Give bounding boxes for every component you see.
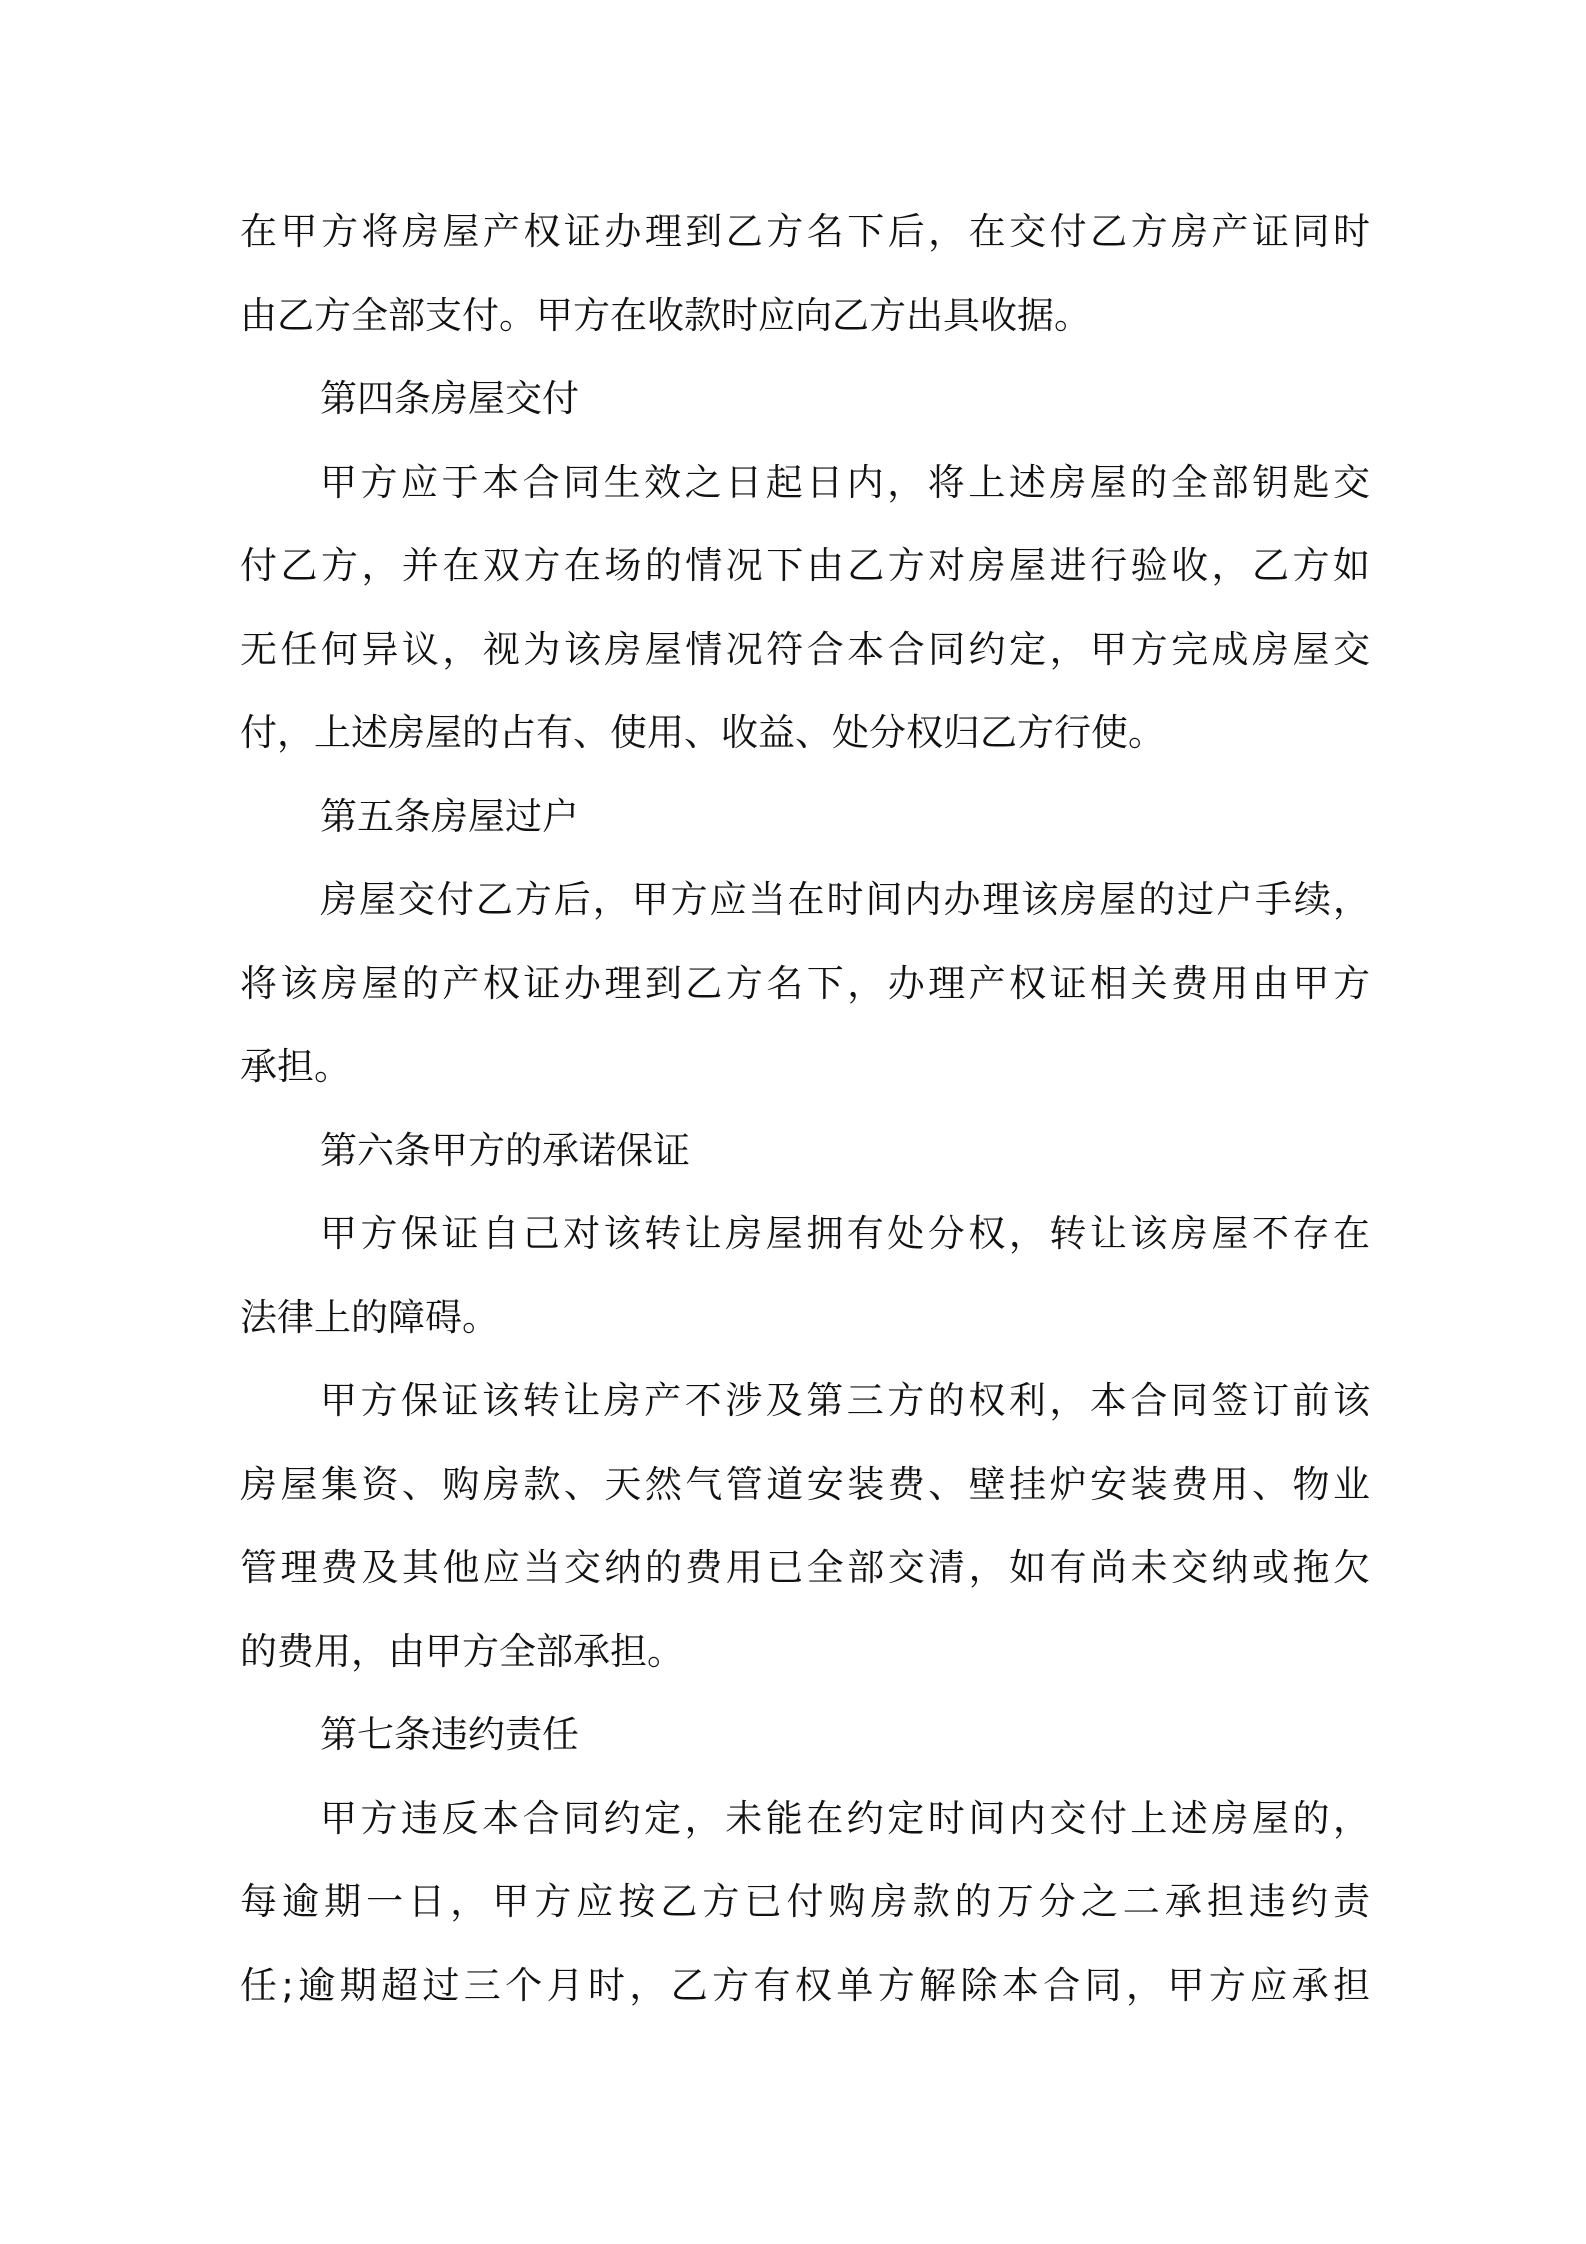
text-line: 任;逾期超过三个月时，乙方有权单方解除本合同，甲方应承担 [240, 1963, 1370, 2007]
text-line: 由乙方全部支付。甲方在收款时应向乙方出具收据。 [240, 293, 1091, 337]
text-line: 的费用，由甲方全部承担。 [240, 1629, 684, 1673]
article-4-heading [240, 357, 1370, 441]
article-4-paragraph [240, 441, 1370, 775]
text-line: 甲方违反本合同约定，未能在约定时间内交付上述房屋的， [320, 1796, 1370, 1840]
article-6-paragraph-b [240, 1359, 1370, 1693]
section-heading: 第四条房屋交付 [320, 377, 579, 420]
text-line: 付乙方，并在双方在场的情况下由乙方对房屋进行验收，乙方如 [240, 544, 1370, 587]
section-heading: 第七条违约责任 [320, 1713, 579, 1756]
text-line: 甲方应于本合同生效之日起日内，将上述房屋的全部钥匙交 [320, 460, 1370, 504]
text-line: 法律上的障碍。 [240, 1295, 499, 1339]
article-6-paragraph-a [240, 1192, 1370, 1359]
paragraph-payment-continuation [240, 190, 1370, 357]
text-line: 无任何异议，视为该房屋情况符合本合同约定，甲方完成房屋交 [240, 627, 1370, 671]
section-heading: 第五条房屋过户 [320, 794, 579, 838]
text-line: 将该房屋的产权证办理到乙方名下，办理产权证相关费用由甲方 [240, 961, 1370, 1005]
article-5-paragraph [240, 858, 1370, 1109]
text-line: 付，上述房屋的占有、使用、收益、处分权归乙方行使。 [240, 711, 1165, 754]
text-line: 在甲方将房屋产权证办理到乙方名下后，在交付乙方房产证同时 [240, 210, 1370, 253]
text-line: 管理费及其他应当交纳的费用已全部交清，如有尚未交纳或拖欠 [240, 1546, 1370, 1589]
text-line: 房屋交付乙方后，甲方应当在时间内办理该房屋的过户手续， [320, 878, 1370, 921]
text-line: 甲方保证自己对该转让房屋拥有处分权，转让该房屋不存在 [320, 1212, 1370, 1255]
article-7-heading [240, 1693, 1370, 1777]
text-line: 房屋集资、购房款、天然气管道安装费、壁挂炉安装费用、物业 [240, 1462, 1370, 1506]
article-5-heading [240, 775, 1370, 859]
text-line: 每逾期一日，甲方应按乙方已付购房款的万分之二承担违约责 [240, 1880, 1370, 1923]
article-6-heading [240, 1109, 1370, 1193]
article-7-paragraph [240, 1777, 1370, 2028]
section-heading: 第六条甲方的承诺保证 [320, 1128, 690, 1172]
text-line: 甲方保证该转让房产不涉及第三方的权利，本合同签订前该 [320, 1379, 1370, 1422]
text-line: 承担。 [240, 1045, 351, 1088]
contract-body [240, 190, 1370, 2027]
